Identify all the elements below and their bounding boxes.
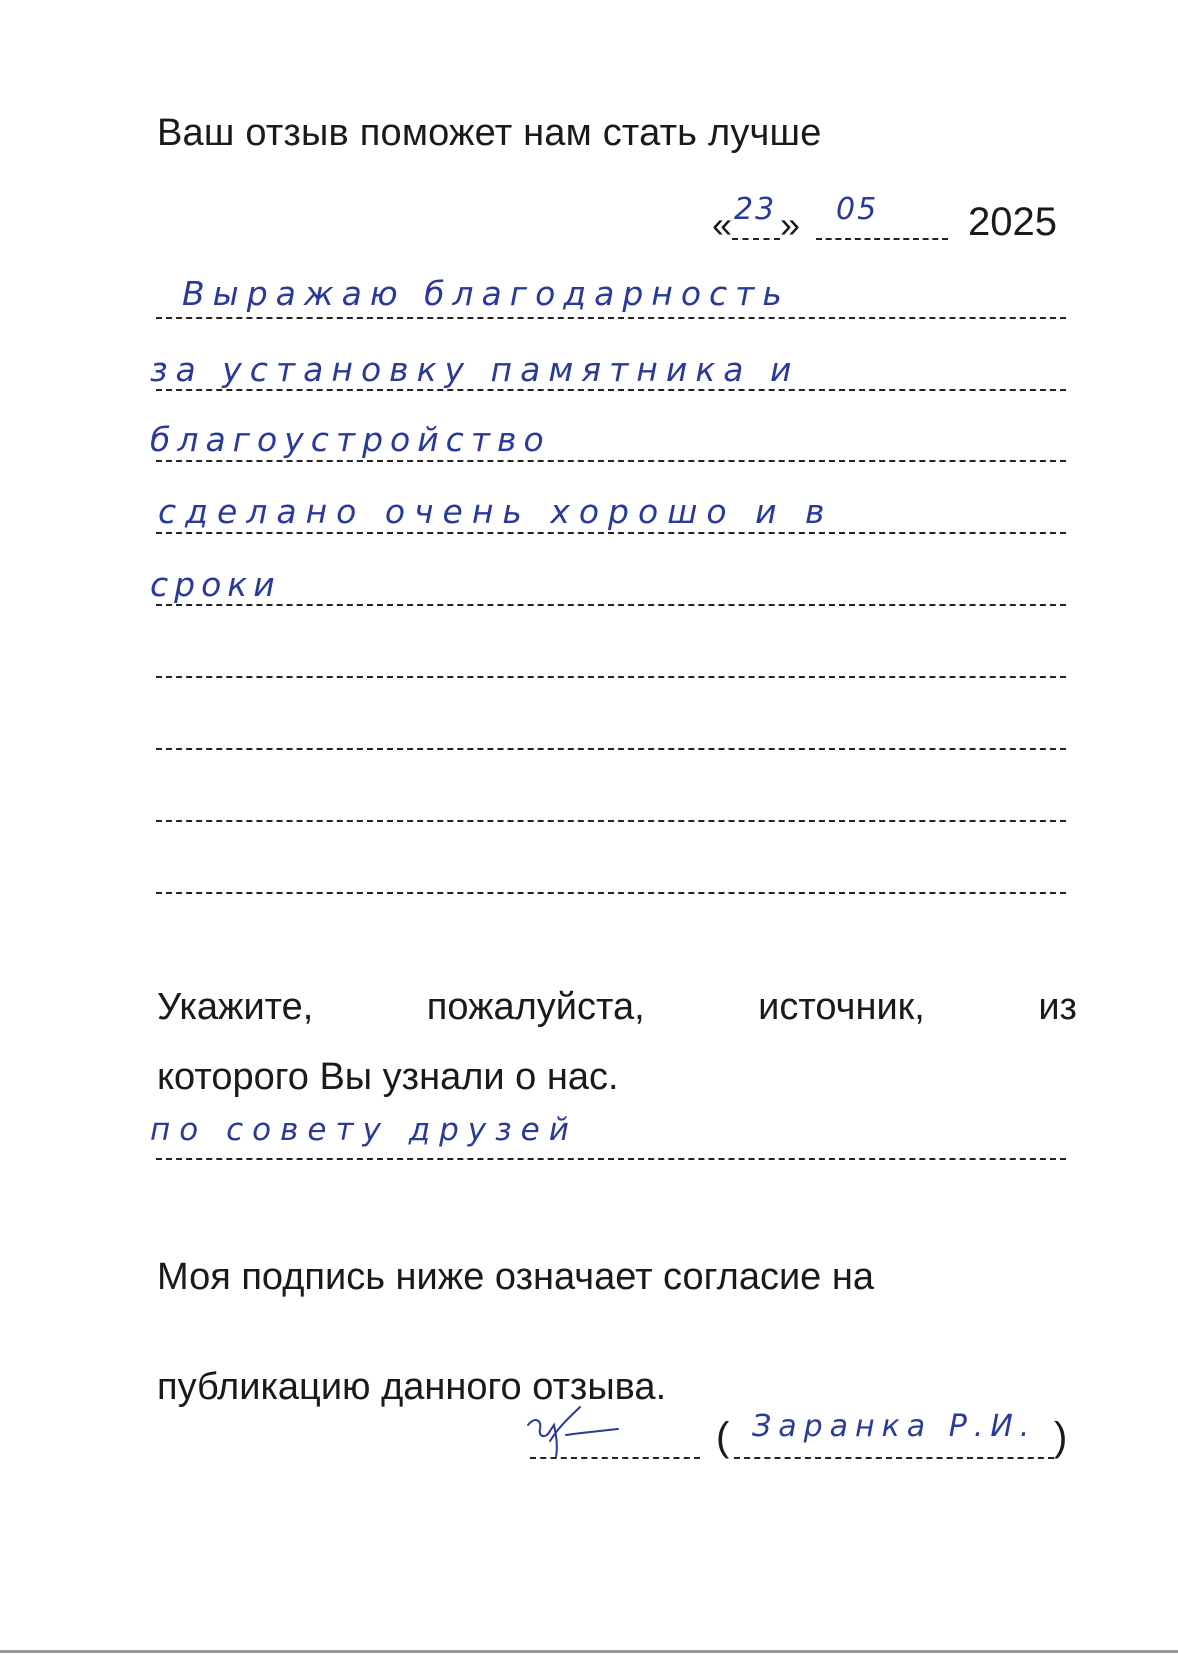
feedback-text-3: благоустройство — [150, 420, 551, 459]
date-close-quote: » — [780, 204, 801, 245]
name-underline — [734, 1457, 1054, 1459]
source-question — [157, 972, 1077, 1112]
feedback-line-8 — [156, 820, 1066, 822]
date-day: 23 — [734, 192, 777, 227]
signature-area — [520, 1395, 1080, 1475]
signature-underline — [530, 1457, 700, 1459]
feedback-line-3 — [156, 460, 1066, 462]
source-question-line-2: которого Вы узнали о нас. — [157, 1056, 619, 1098]
source-question-word: пожалуйста, — [426, 986, 645, 1028]
consent-line-1: Моя подпись ниже означает согласие на — [157, 1256, 874, 1298]
form-heading: Ваш отзыв поможет нам стать лучше — [157, 112, 822, 154]
feedback-line-2 — [156, 389, 1066, 391]
feedback-line-6 — [156, 676, 1066, 678]
source-question-word: из — [1038, 986, 1077, 1028]
feedback-line-4 — [156, 532, 1066, 534]
date-day-underline — [732, 238, 780, 240]
consent-line-2: публикацию данного отзыва. — [157, 1366, 667, 1408]
date-year: 2025 — [968, 200, 1057, 244]
feedback-text-5: сроки — [150, 565, 281, 604]
source-question-line-1 — [157, 972, 1077, 1042]
source-question-word: Укажите, — [157, 986, 314, 1028]
source-question-word: источник, — [758, 986, 925, 1028]
feedback-line-9 — [156, 892, 1066, 894]
feedback-line-5 — [156, 604, 1066, 606]
feedback-text-1: Выражаю благодарность — [182, 274, 790, 313]
date-row — [712, 192, 1080, 252]
feedback-text-4: сделано очень хорошо и в — [158, 492, 834, 531]
feedback-text-2: за установку памятника и — [150, 350, 800, 389]
source-answer-line — [156, 1158, 1066, 1160]
date-open-quote: « — [712, 204, 733, 245]
feedback-line-1 — [156, 317, 1066, 319]
signature-scribble — [520, 1395, 630, 1465]
signer-name: Заранка Р.И. — [752, 1409, 1037, 1444]
name-close-paren: ) — [1054, 1415, 1068, 1459]
date-month-underline — [816, 238, 948, 240]
source-answer-text: по совету друзей — [150, 1112, 578, 1148]
name-open-paren: ( — [716, 1415, 730, 1459]
date-month: 05 — [836, 192, 879, 227]
scan-bottom-edge — [0, 1650, 1178, 1653]
feedback-line-7 — [156, 748, 1066, 750]
